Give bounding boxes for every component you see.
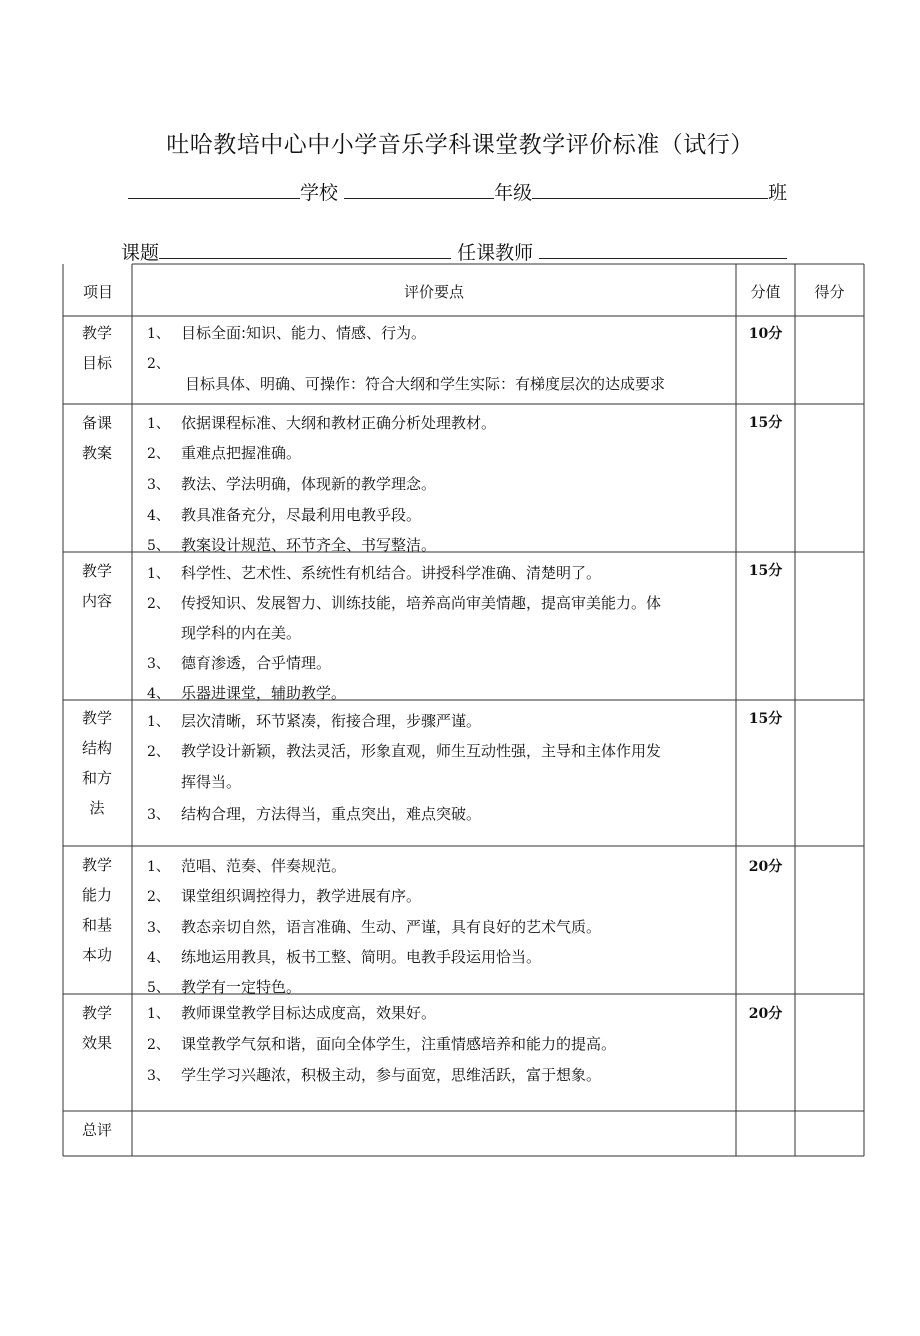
item-number: 3、 [147, 1068, 170, 1084]
category-line: 效果 [81, 1034, 112, 1052]
class-label: 班 [768, 182, 788, 204]
item-text: 教法、学法明确，体现新的教学理念。 [181, 475, 437, 493]
list-item [147, 473, 436, 494]
item-number: 4、 [147, 508, 170, 524]
score-value: 15分 [748, 563, 783, 579]
list-item [147, 1002, 436, 1023]
item-text: 课堂组织调控得力，教学进展有序。 [181, 887, 422, 905]
list-item [147, 442, 301, 463]
item-text: 学生学习兴趣浓，积极主动，参与面宽，思维活跃，富于想象。 [181, 1066, 602, 1084]
grade-label: 年级 [494, 182, 533, 204]
list-item [147, 322, 426, 343]
item-number: 2、 [147, 446, 170, 462]
header-points: 评价要点 [403, 283, 464, 301]
item-text: 重难点把握准确。 [181, 444, 302, 462]
list-item [147, 803, 481, 824]
item-number: 2、 [147, 356, 170, 372]
item-number: 1、 [147, 416, 170, 432]
list-item [147, 740, 661, 761]
item-text: 教学有一定特色。 [181, 978, 302, 996]
category-line: 备课 [81, 414, 112, 432]
list-item [147, 353, 181, 373]
grade-blank[interactable] [344, 180, 494, 199]
category-line: 教学 [81, 1004, 112, 1022]
item-text: 教师课堂教学目标达成度高，效果好。 [181, 1004, 437, 1022]
item-number: 3、 [147, 477, 170, 493]
score-value: 20分 [748, 1006, 783, 1022]
item-number: 1、 [147, 859, 170, 875]
item-number: 2、 [147, 596, 170, 612]
item-number: 5、 [147, 980, 170, 996]
topic-label: 课题 [121, 242, 160, 264]
item-text: 课堂教学气氛和谐，面向全体学生，注重情感培养和能力的提高。 [181, 1035, 617, 1053]
category-line: 内容 [81, 592, 112, 610]
list-item [147, 592, 661, 613]
category-line: 目标 [81, 354, 112, 372]
overall-comment-cell[interactable] [133, 1112, 735, 1155]
list-item [147, 710, 481, 731]
score-input-cell[interactable] [796, 847, 863, 993]
score-value: 20分 [748, 859, 783, 875]
item-text: 教案设计规范、环节齐全、书写整洁。 [181, 536, 437, 554]
list-item [147, 652, 331, 673]
category-teaching-goals [64, 318, 130, 378]
item-text: 结构合理，方法得当，重点突出，难点突破。 [181, 805, 482, 823]
item-text: 德育渗透，合乎情理。 [181, 654, 332, 672]
topic-blank[interactable] [159, 240, 451, 259]
category-line: 总评 [81, 1121, 112, 1139]
list-item [147, 855, 346, 876]
item-continuation: 挥得当。 [181, 773, 242, 791]
score-input-cell[interactable] [796, 405, 863, 551]
header-item: 项目 [82, 283, 113, 301]
category-line: 教学 [81, 856, 112, 874]
item-text: 科学性、艺术性、系统性有机结合。讲授科学准确、清楚明了。 [181, 564, 602, 582]
category-line: 法 [89, 799, 105, 817]
item-number: 3、 [147, 920, 170, 936]
item-text: 练地运用教具，板书工整、简明。电教手段运用恰当。 [181, 948, 542, 966]
list-item [147, 562, 601, 583]
score-value: 10分 [748, 326, 783, 342]
category-line: 能力 [81, 886, 112, 904]
header-got: 得分 [814, 283, 845, 301]
class-blank[interactable] [532, 180, 768, 199]
item-number: 2、 [147, 889, 170, 905]
list-item [147, 1033, 616, 1054]
category-overall [64, 1115, 130, 1145]
item-number: 4、 [147, 950, 170, 966]
category-teaching-skills [64, 850, 130, 970]
item-text: 层次清晰，环节紧凑，衔接合理，步骤严谨。 [181, 712, 482, 730]
list-item [147, 916, 601, 937]
list-item [147, 976, 301, 997]
topic-teacher-line [121, 238, 787, 265]
item-text: 教具准备充分，尽最利用电教乎段。 [181, 506, 422, 524]
score-input-cell[interactable] [796, 1112, 863, 1155]
teacher-blank[interactable] [539, 240, 787, 259]
score-value: 15分 [748, 711, 783, 727]
list-item [147, 682, 346, 703]
item-number: 1、 [147, 714, 170, 730]
score-input-cell[interactable] [796, 553, 863, 699]
item-number: 1、 [147, 566, 170, 582]
category-line: 结构 [81, 739, 112, 757]
item-number: 2、 [147, 1037, 170, 1053]
item-number: 1、 [147, 1006, 170, 1022]
category-structure-method [64, 703, 130, 823]
teacher-label: 任课教师 [457, 242, 534, 264]
category-line: 教学 [81, 562, 112, 580]
list-item [147, 1064, 601, 1085]
category-line: 和方 [81, 769, 112, 787]
item-text: 范唱、范奏、伴奏规范。 [181, 857, 347, 875]
list-item [147, 412, 496, 433]
school-blank[interactable] [128, 180, 300, 199]
item-number: 3、 [147, 807, 170, 823]
score-input-cell[interactable] [796, 995, 863, 1110]
item-text: 依据课程标准、大纲和教材正确分析处理教材。 [181, 414, 497, 432]
item-text: 教态亲切自然，语言准确、生动、严谨，具有良好的艺术气质。 [181, 918, 602, 936]
category-lesson-plan [64, 408, 130, 468]
item-text: 目标全面:知识、能力、情感、行为。 [181, 324, 427, 342]
item-number: 2、 [147, 744, 170, 760]
item-number: 1、 [147, 326, 170, 342]
item-text: 教学设计新颖，教法灵活，形象直观，师生互动性强，主导和主体作用发 [181, 742, 662, 760]
list-item [147, 946, 541, 967]
list-item [147, 504, 421, 525]
score-value: 15分 [748, 415, 783, 431]
school-label: 学校 [300, 182, 339, 204]
category-line: 教案 [81, 444, 112, 462]
item-number: 3、 [147, 656, 170, 672]
category-line: 本功 [81, 946, 112, 964]
score-input-cell[interactable] [796, 317, 863, 403]
school-grade-class-line [128, 178, 787, 205]
item-number: 5、 [147, 538, 170, 554]
category-teaching-effect [64, 998, 130, 1058]
document-title: 吐哈教培中心中小学音乐学科课堂教学评价标准（试行） [166, 132, 754, 158]
header-score: 分值 [750, 283, 781, 301]
category-line: 教学 [81, 324, 112, 342]
list-item [147, 885, 421, 906]
category-teaching-content [64, 556, 130, 616]
category-line: 教学 [81, 709, 112, 727]
list-item [147, 534, 436, 555]
item-text: 乐器进课堂，辅助教学。 [181, 684, 347, 702]
item-continuation: 现学科的内在美。 [181, 624, 302, 642]
item-text: 传授知识、发展智力、训练技能，培养高尚审美情趣，提高审美能力。体 [181, 594, 662, 612]
score-input-cell[interactable] [796, 701, 863, 845]
item-number: 4、 [147, 686, 170, 702]
category-line: 和基 [81, 916, 112, 934]
item-continuation: 目标具体、明确、可操作：符合大纲和学生实际：有梯度层次的达成要求 [185, 375, 666, 393]
